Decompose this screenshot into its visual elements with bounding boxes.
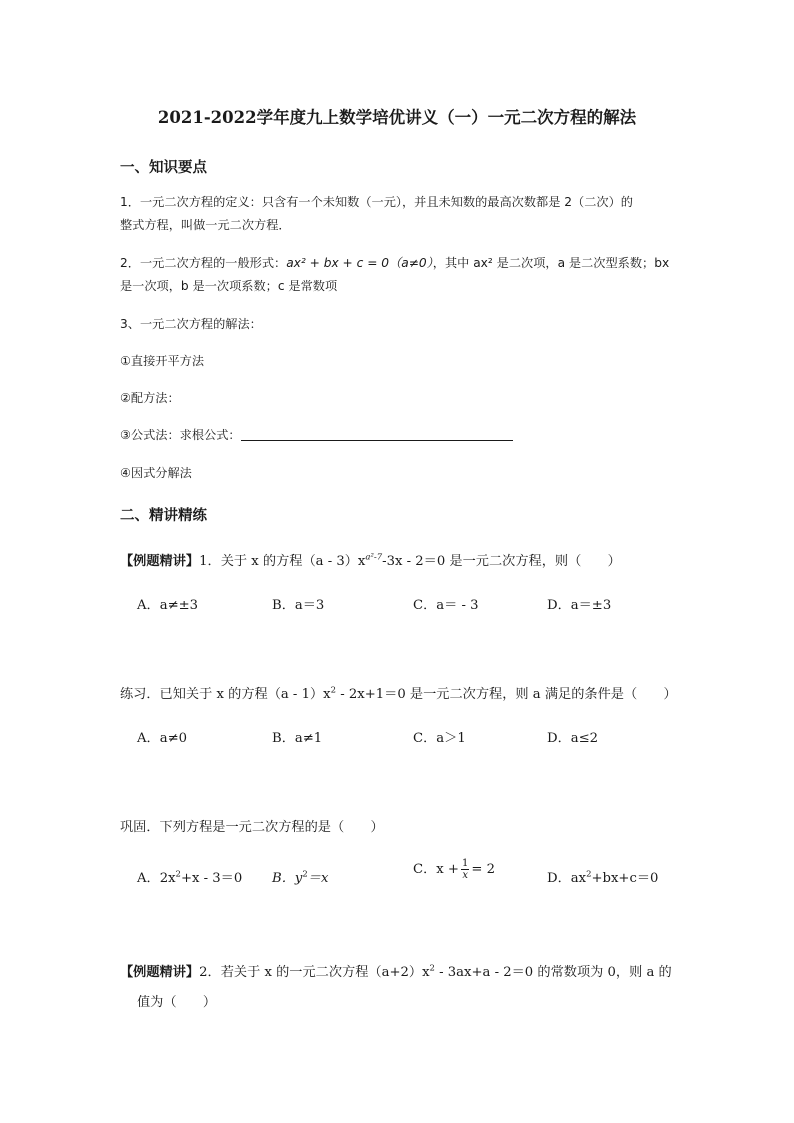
example-tag: 【例题精讲】 <box>120 554 200 569</box>
question-stem-rest: -3x - 2＝0 是一元二次方程，则（ ） <box>382 554 621 569</box>
option-text-rest: = 2 <box>471 862 495 877</box>
option-text-rest: +x - 3＝0 <box>180 871 243 886</box>
page-title: 2021-2022学年度九上数学培优讲义（一）一元二次方程的解法 <box>157 108 637 127</box>
practice-option-d: D．a≤2 <box>547 731 599 746</box>
option-text-rest: +bx+c＝0 <box>591 871 659 886</box>
option-text: C．x + <box>413 862 459 877</box>
example-1-option-c: C．a＝ - 3 <box>413 598 479 613</box>
question-stem: 若关于 x 的一元二次方程（a+2）x <box>220 965 430 980</box>
method-factorization: ④因式分解法 <box>120 466 192 480</box>
option-text: D．ax <box>547 871 587 886</box>
definition-line-1: 1．一元二次方程的定义：只含有一个未知数（一元），并且未知数的最高次数都是 2（二次）的 <box>120 195 633 209</box>
method-formula <box>120 426 513 443</box>
consolidate-option-c <box>413 858 495 881</box>
general-form-label: 2．一元二次方程的一般形式： <box>120 256 287 270</box>
question-number: 2． <box>199 965 221 980</box>
example-1-option-b: B．a＝3 <box>272 598 325 613</box>
practice-option-b: B．a≠1 <box>272 731 323 746</box>
exponent: 2 <box>175 869 181 880</box>
exponent: 2 <box>302 869 308 880</box>
question-stem-rest: - 2x+1＝0 是一元二次方程，则 a 满足的条件是（ ） <box>336 687 677 702</box>
exponent: 2 <box>586 869 592 880</box>
fraction-denominator: x <box>462 870 468 881</box>
example-tag: 【例题精讲】 <box>120 965 200 980</box>
method-completing-square: ②配方法： <box>120 391 180 405</box>
question-stem: 关于 x 的方程（a - 3）x <box>220 554 366 569</box>
option-text-rest: ＝x <box>307 871 329 886</box>
fraction <box>461 858 469 881</box>
question-number: 1． <box>199 554 221 569</box>
exponent: a²-7 <box>365 552 383 563</box>
example-2-question <box>120 961 672 980</box>
question-stem-rest: - 3ax+a - 2＝0 的常数项为 0，则 a 的 <box>434 965 672 980</box>
general-form-line-2: 是一次项，b 是一次项系数；c 是常数项 <box>120 279 338 293</box>
practice-option-c: C．a＞1 <box>413 731 466 746</box>
consolidate-option-a <box>137 867 242 886</box>
section-heading-knowledge: 一、知识要点 <box>120 160 207 176</box>
exponent: 2 <box>330 685 337 696</box>
question-stem: 练习．已知关于 x 的方程（a - 1）x <box>120 687 331 702</box>
method-direct-sqrt: ①直接开平方法 <box>120 354 205 368</box>
general-form-equation: ax² + bx + c = 0（a≠0） <box>286 256 433 270</box>
section-heading-practice: 二、精讲精练 <box>120 508 207 524</box>
option-text: A．2x <box>137 871 176 886</box>
consolidate-option-d <box>547 867 658 886</box>
consolidate-option-b <box>272 867 328 886</box>
practice-option-a: A．a≠0 <box>137 731 188 746</box>
example-1-option-d: D．a＝±3 <box>547 598 612 613</box>
definition-line-2: 整式方程，叫做一元二次方程． <box>120 218 291 232</box>
consolidate-question: 巩固．下列方程是一元二次方程的是（ ） <box>120 820 384 835</box>
general-form-line-1 <box>120 254 669 271</box>
practice-question <box>120 683 677 702</box>
general-form-terms: ，其中 ax² 是二次项，a 是二次型系数；bx <box>432 256 670 270</box>
method-formula-label: ③公式法：求根公式： <box>120 428 241 442</box>
fraction-numerator: 1 <box>461 858 469 869</box>
example-2-question-line-2: 值为（ ） <box>137 995 217 1010</box>
option-text: B．y <box>272 871 303 886</box>
example-1-question <box>120 550 621 569</box>
exponent: 2 <box>429 963 435 974</box>
solution-methods-heading: 3、一元二次方程的解法： <box>120 317 262 331</box>
example-1-option-a: A．a≠±3 <box>137 598 199 613</box>
formula-blank <box>241 427 513 441</box>
